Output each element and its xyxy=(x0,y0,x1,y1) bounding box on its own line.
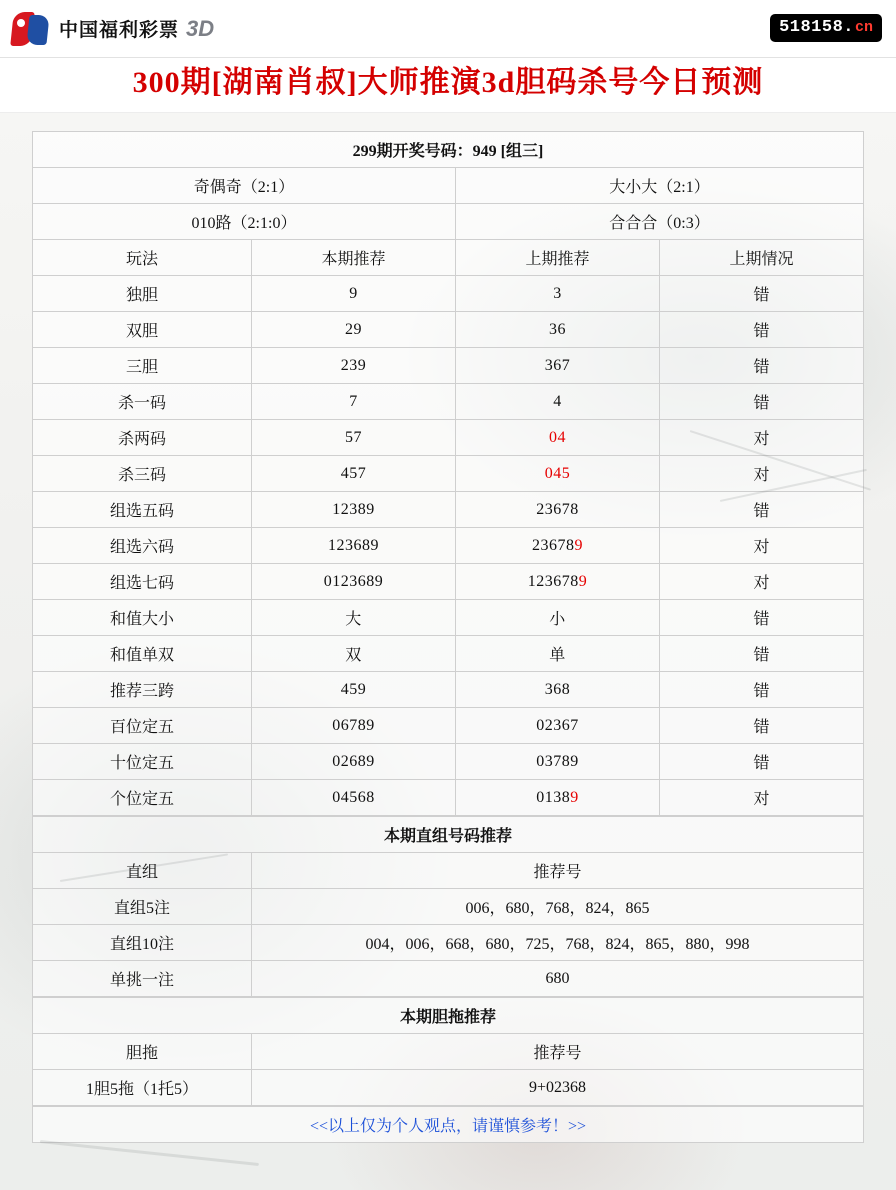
cell-play: 杀两码 xyxy=(33,420,252,456)
footer-note-text: <<以上仅为个人观点，请谨慎参考！>> xyxy=(309,1118,587,1135)
cell-previous-recommend: 小 xyxy=(456,600,660,636)
table-row xyxy=(33,384,864,420)
cell-play: 独胆 xyxy=(33,276,252,312)
cell-previous-result: 对 xyxy=(660,528,864,564)
column-header-row xyxy=(33,240,864,276)
cell-previous-result: 错 xyxy=(660,636,864,672)
cell-play: 杀三码 xyxy=(33,456,252,492)
cell-play: 三胆 xyxy=(33,348,252,384)
zhizu-table xyxy=(32,816,864,997)
cell-play: 推荐三跨 xyxy=(33,672,252,708)
col-header-previous: 上期推荐 xyxy=(456,240,660,276)
dantuo-header-row xyxy=(33,1034,864,1070)
cell-play: 双胆 xyxy=(33,312,252,348)
brand-logo[interactable] xyxy=(12,12,214,46)
cell-previous-recommend: 045 xyxy=(456,456,660,492)
cell-previous-recommend: 02367 xyxy=(456,708,660,744)
attr-size: 大小大（2:1） xyxy=(456,168,864,204)
table-row xyxy=(33,456,864,492)
cell-zhizu-numbers: 680 xyxy=(252,961,864,997)
table-row xyxy=(33,312,864,348)
cell-play: 十位定五 xyxy=(33,744,252,780)
cell-current-recommend: 0123689 xyxy=(252,564,456,600)
cell-previous-recommend: 单 xyxy=(456,636,660,672)
attr-prime: 合合合（0:3） xyxy=(456,204,864,240)
cell-play: 组选七码 xyxy=(33,564,252,600)
table-row xyxy=(33,672,864,708)
table-row xyxy=(33,961,864,997)
cell-previous-result: 错 xyxy=(660,348,864,384)
page-title: 300期[湖南肖叔]大师推演3d胆码杀号今日预测 xyxy=(132,66,764,99)
site-header xyxy=(0,0,896,58)
cell-previous-result: 对 xyxy=(660,456,864,492)
cell-dantuo-label: 1胆5拖（1托5） xyxy=(33,1070,252,1106)
attr-road: 010路（2:1:0） xyxy=(33,204,456,240)
cell-play: 杀一码 xyxy=(33,384,252,420)
cell-zhizu-numbers: 004，006，668，680，725，768，824，865，880，998 xyxy=(252,925,864,961)
table-row xyxy=(33,348,864,384)
zhizu-section-title: 本期直组号码推荐 xyxy=(33,817,864,853)
cell-previous-recommend: 36 xyxy=(456,312,660,348)
cell-current-recommend: 7 xyxy=(252,384,456,420)
table-row xyxy=(33,420,864,456)
cell-previous-recommend: 368 xyxy=(456,672,660,708)
cell-current-recommend: 04568 xyxy=(252,780,456,816)
site-url-number: 518158. xyxy=(779,18,854,37)
cell-current-recommend: 9 xyxy=(252,276,456,312)
cell-previous-result: 对 xyxy=(660,564,864,600)
cell-previous-recommend: 04 xyxy=(456,420,660,456)
cell-current-recommend: 12389 xyxy=(252,492,456,528)
table-row xyxy=(33,780,864,816)
cell-current-recommend: 29 xyxy=(252,312,456,348)
dantuo-col-label: 胆拖 xyxy=(33,1034,252,1070)
footer-note xyxy=(33,1107,864,1143)
table-row xyxy=(33,600,864,636)
table-row xyxy=(33,925,864,961)
cell-current-recommend: 大 xyxy=(252,600,456,636)
cell-current-recommend: 457 xyxy=(252,456,456,492)
prediction-table xyxy=(32,131,864,816)
cell-dantuo-numbers: 9+02368 xyxy=(252,1070,864,1106)
site-url-badge xyxy=(770,14,882,42)
cell-zhizu-numbers: 006，680，768，824，865 xyxy=(252,889,864,925)
dantuo-section-title-row xyxy=(33,998,864,1034)
cell-zhizu-label: 直组5注 xyxy=(33,889,252,925)
cell-previous-recommend: 4 xyxy=(456,384,660,420)
dantuo-col-value: 推荐号 xyxy=(252,1034,864,1070)
cell-previous-recommend: 1236789 xyxy=(456,564,660,600)
dantuo-table-body xyxy=(33,998,864,1106)
brand-name: 中国福利彩票 xyxy=(59,20,180,41)
prediction-table-body xyxy=(33,132,864,816)
cell-current-recommend: 239 xyxy=(252,348,456,384)
table-row xyxy=(33,889,864,925)
draw-result-text: 299期开奖号码：949 [组三] xyxy=(33,132,864,168)
cell-current-recommend: 02689 xyxy=(252,744,456,780)
cell-previous-result: 对 xyxy=(660,780,864,816)
cell-zhizu-label: 单挑一注 xyxy=(33,961,252,997)
cell-current-recommend: 123689 xyxy=(252,528,456,564)
cell-play: 和值大小 xyxy=(33,600,252,636)
cell-play: 个位定五 xyxy=(33,780,252,816)
page-title-bar xyxy=(0,58,896,113)
table-row xyxy=(33,492,864,528)
col-header-play: 玩法 xyxy=(33,240,252,276)
cell-previous-recommend: 01389 xyxy=(456,780,660,816)
cell-previous-recommend: 03789 xyxy=(456,744,660,780)
cell-previous-recommend: 236789 xyxy=(456,528,660,564)
cell-play: 组选五码 xyxy=(33,492,252,528)
zhizu-header-row xyxy=(33,853,864,889)
footer-note-row xyxy=(33,1107,864,1143)
cell-current-recommend: 459 xyxy=(252,672,456,708)
cell-previous-result: 错 xyxy=(660,384,864,420)
cell-previous-recommend: 367 xyxy=(456,348,660,384)
zhizu-table-body xyxy=(33,817,864,997)
dantuo-section-title: 本期胆拖推荐 xyxy=(33,998,864,1034)
cell-previous-result: 对 xyxy=(660,420,864,456)
cell-previous-result: 错 xyxy=(660,744,864,780)
decorative-branch xyxy=(40,1140,259,1166)
cell-previous-recommend: 23678 xyxy=(456,492,660,528)
cell-current-recommend: 双 xyxy=(252,636,456,672)
cell-play: 组选六码 xyxy=(33,528,252,564)
content-area xyxy=(0,113,896,1143)
footer-table xyxy=(32,1106,864,1143)
table-row xyxy=(33,636,864,672)
welfare-lottery-logo-icon xyxy=(12,12,52,46)
col-header-current: 本期推荐 xyxy=(252,240,456,276)
attribute-row xyxy=(33,204,864,240)
zhizu-section-title-row xyxy=(33,817,864,853)
table-row xyxy=(33,528,864,564)
cell-play: 和值单双 xyxy=(33,636,252,672)
cell-play: 百位定五 xyxy=(33,708,252,744)
cell-previous-result: 错 xyxy=(660,672,864,708)
cell-previous-recommend: 3 xyxy=(456,276,660,312)
cell-previous-result: 错 xyxy=(660,708,864,744)
attribute-row xyxy=(33,168,864,204)
brand-game-3d: 3D xyxy=(186,15,215,41)
table-row xyxy=(33,744,864,780)
table-row xyxy=(33,708,864,744)
zhizu-col-label: 直组 xyxy=(33,853,252,889)
cell-zhizu-label: 直组10注 xyxy=(33,925,252,961)
attr-parity: 奇偶奇（2:1） xyxy=(33,168,456,204)
dantuo-table xyxy=(32,997,864,1106)
site-url-tld: cn xyxy=(854,19,873,36)
cell-current-recommend: 06789 xyxy=(252,708,456,744)
table-row xyxy=(33,1070,864,1106)
cell-previous-result: 错 xyxy=(660,492,864,528)
table-row xyxy=(33,276,864,312)
table-row xyxy=(33,564,864,600)
col-header-result: 上期情况 xyxy=(660,240,864,276)
cell-current-recommend: 57 xyxy=(252,420,456,456)
cell-previous-result: 错 xyxy=(660,312,864,348)
zhizu-col-value: 推荐号 xyxy=(252,853,864,889)
cell-previous-result: 错 xyxy=(660,600,864,636)
cell-previous-result: 错 xyxy=(660,276,864,312)
draw-result-row xyxy=(33,132,864,168)
